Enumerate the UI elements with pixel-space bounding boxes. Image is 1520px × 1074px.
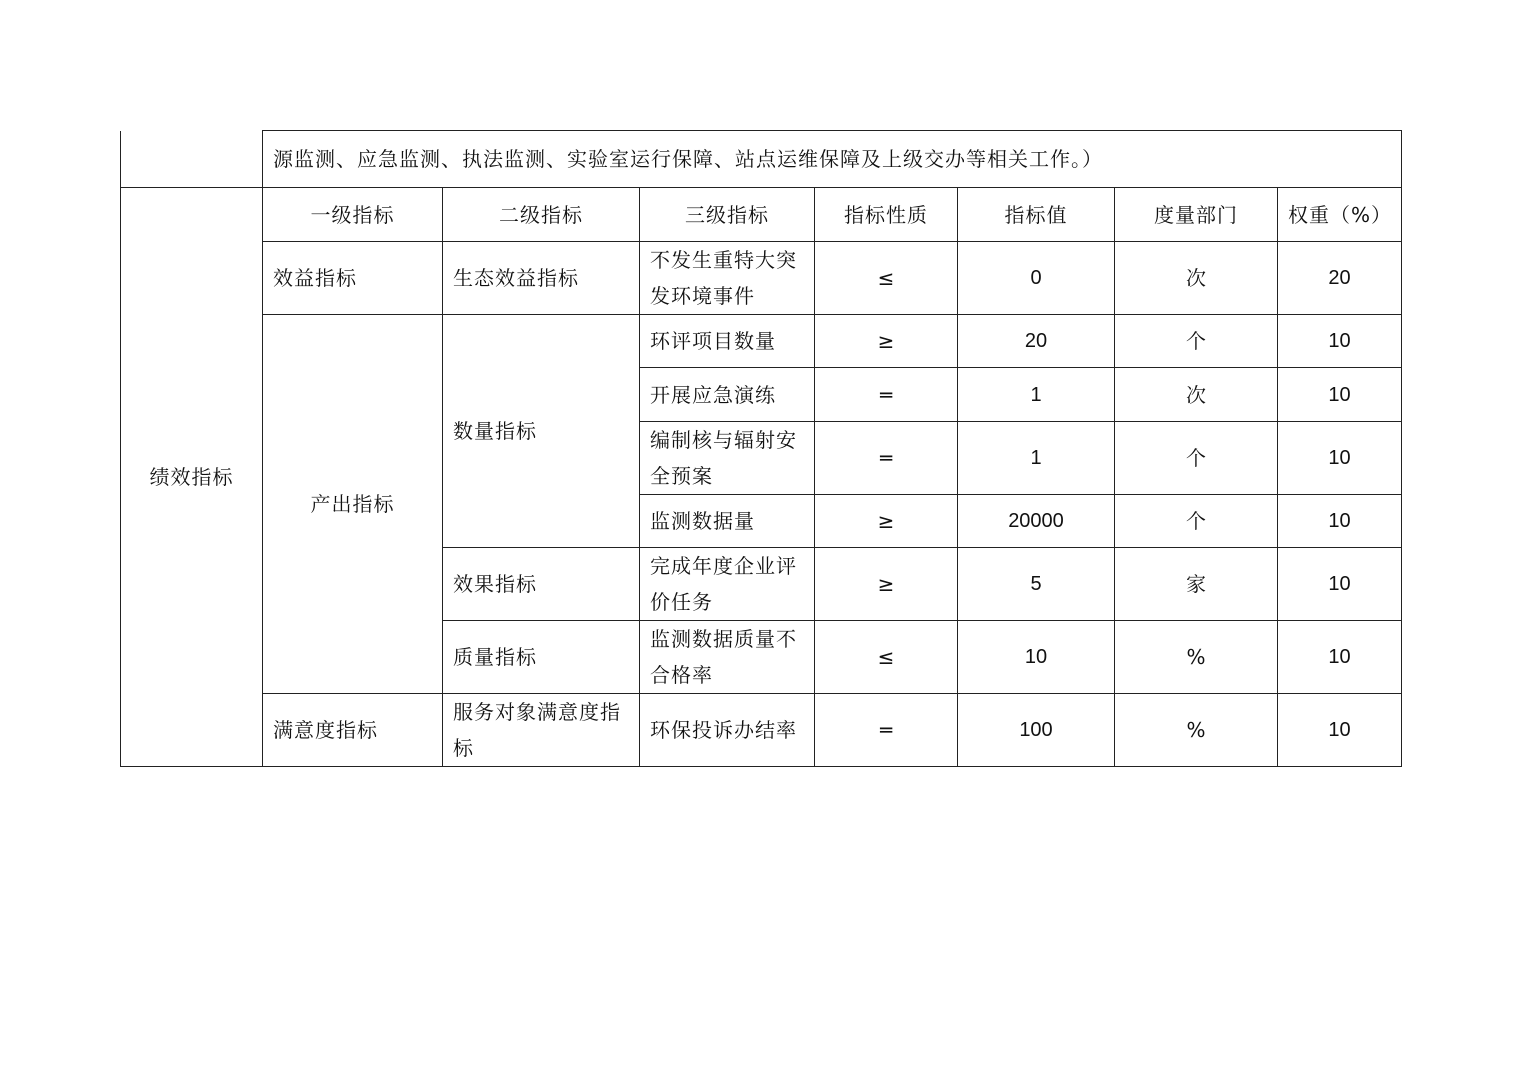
value-cell: 1 [958,368,1115,422]
section-label: 绩效指标 [121,188,263,767]
weight-cell: 10 [1278,368,1402,422]
nature-cell: ≤ [815,242,958,315]
nature-cell: ═ [815,694,958,767]
level1-cell: 效益指标 [263,242,443,315]
value-cell: 20000 [958,495,1115,548]
unit-cell: 个 [1115,422,1278,495]
unit-cell: 个 [1115,495,1278,548]
continuation-row [121,131,1402,188]
value-cell: 5 [958,548,1115,621]
weight-cell: 10 [1278,694,1402,767]
nature-cell: ═ [815,422,958,495]
weight-cell: 10 [1278,495,1402,548]
nature-cell: ═ [815,368,958,422]
table-header-row [121,188,1402,242]
level3-cell: 完成年度企业评价任务 [640,548,815,621]
weight-cell: 20 [1278,242,1402,315]
value-cell: 0 [958,242,1115,315]
nature-cell: ≥ [815,315,958,368]
level1-cell: 产出指标 [263,315,443,694]
table-row [121,694,1402,767]
table-row [121,242,1402,315]
nature-cell: ≥ [815,495,958,548]
header-weight: 权重（%） [1278,188,1402,242]
level2-cell: 生态效益指标 [443,242,640,315]
unit-cell: 个 [1115,315,1278,368]
weight-cell: 10 [1278,422,1402,495]
level3-cell: 环保投诉办结率 [640,694,815,767]
level3-cell: 监测数据质量不合格率 [640,621,815,694]
unit-cell: % [1115,621,1278,694]
value-cell: 10 [958,621,1115,694]
value-cell: 100 [958,694,1115,767]
header-level2: 二级指标 [443,188,640,242]
value-cell: 1 [958,422,1115,495]
level2-cell: 质量指标 [443,621,640,694]
level3-cell: 开展应急演练 [640,368,815,422]
empty-label-cell [121,131,263,188]
header-unit: 度量部门 [1115,188,1278,242]
unit-cell: 家 [1115,548,1278,621]
header-level3: 三级指标 [640,188,815,242]
table-row [121,315,1402,368]
level1-cell: 满意度指标 [263,694,443,767]
level3-cell: 监测数据量 [640,495,815,548]
weight-cell: 10 [1278,315,1402,368]
unit-cell: 次 [1115,368,1278,422]
nature-cell: ≤ [815,621,958,694]
value-cell: 20 [958,315,1115,368]
level2-cell: 效果指标 [443,548,640,621]
performance-indicator-table [120,130,1402,767]
level3-cell: 编制核与辐射安全预案 [640,422,815,495]
header-level1: 一级指标 [263,188,443,242]
header-value: 指标值 [958,188,1115,242]
unit-cell: % [1115,694,1278,767]
level3-cell: 不发生重特大突发环境事件 [640,242,815,315]
level2-cell: 数量指标 [443,315,640,548]
weight-cell: 10 [1278,621,1402,694]
weight-cell: 10 [1278,548,1402,621]
level2-cell: 服务对象满意度指标 [443,694,640,767]
nature-cell: ≥ [815,548,958,621]
header-nature: 指标性质 [815,188,958,242]
level3-cell: 环评项目数量 [640,315,815,368]
unit-cell: 次 [1115,242,1278,315]
continuation-text: 源监测、应急监测、执法监测、实验室运行保障、站点运维保障及上级交办等相关工作。） [263,131,1402,188]
